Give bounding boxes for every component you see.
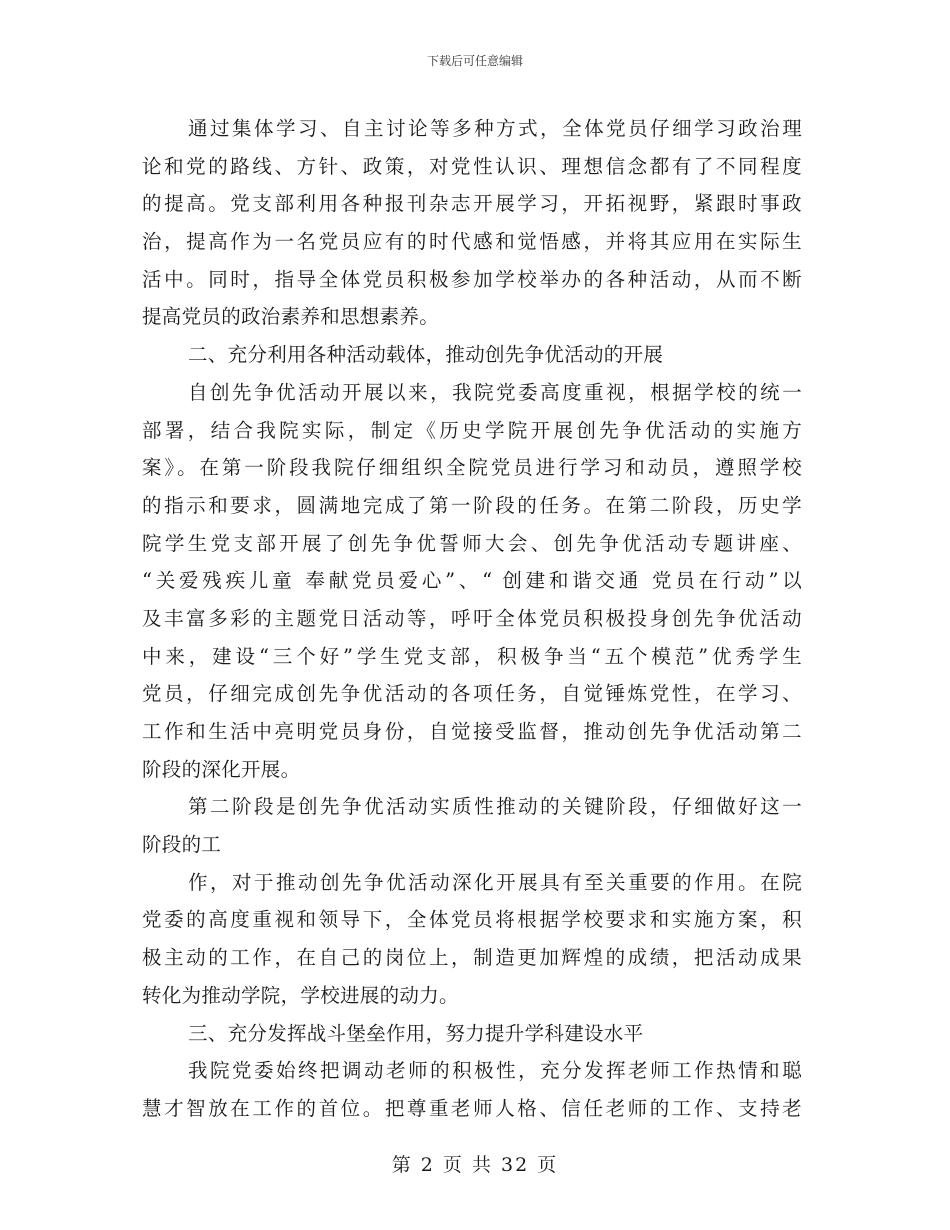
text-line: 慧才智放在工作的首位。把尊重老师人格、信任老师的工作、支持老	[142, 1096, 802, 1120]
text-line: 阶段的工	[142, 833, 222, 857]
text-line: 治，提高作为一名党员应有的时代感和觉悟感，并将其应用在实际生	[142, 230, 802, 254]
page-header: 下载后可任意编辑	[426, 54, 523, 68]
text-line: 中来，建设“三个好”学生党支部，积极争当“五个模范”优秀学生	[142, 644, 802, 668]
text-line: 作，对于推动创先争优活动深化开展具有至关重要的作用。在院	[188, 870, 802, 894]
text-line: 及丰富多彩的主题党日活动等，呼吁全体党员积极投身创先争优活动	[142, 606, 802, 630]
text-line: 第二阶段是创先争优活动实质性推动的关键阶段，仔细做好这一	[188, 795, 802, 819]
text-line: 转化为推动学院，学校进展的动力。	[142, 983, 459, 1007]
text-line: 的提高。党支部利用各种报刊杂志开展学习，开拓视野，紧跟时事政	[142, 192, 802, 216]
text-line: 论和党的路线、方针、政策，对党性认识、理想信念都有了不同程度	[142, 154, 802, 178]
text-line: 三、充分发挥战斗堡垒作用，努力提升学科建设水平	[188, 1021, 644, 1045]
text-line: 极主动的工作，在自己的岗位上，制造更加辉煌的成绩，把活动成果	[142, 946, 802, 970]
text-line: 提高党员的政治素养和思想素养。	[142, 305, 440, 329]
document-body	[142, 110, 802, 1128]
text-line: 党委的高度重视和领导下，全体党员将根据学校要求和实施方案，积	[142, 908, 802, 932]
text-line: 我院党委始终把调动老师的积极性，充分发挥老师工作热情和聪	[188, 1059, 802, 1083]
text-line: 阶段的深化开展。	[142, 757, 301, 781]
text-line: “关爱残疾儿童 奉献党员爱心”、“ 创建和谐交通 党员在行动”以	[142, 569, 802, 593]
text-line: 案》。在第一阶段我院仔细组织全院党员进行学习和动员，遵照学校	[142, 456, 802, 480]
text-line: 活中。同时，指导全体党员积极参加学校举办的各种活动，从而不断	[142, 267, 802, 291]
text-line: 的指示和要求，圆满地完成了第一阶段的任务。在第二阶段，历史学	[142, 493, 802, 517]
text-line: 二、充分利用各种活动载体，推动创先争优活动的开展	[188, 343, 664, 367]
text-line: 工作和生活中亮明党员身份，自觉接受监督，推动创先争优活动第二	[142, 720, 802, 743]
text-line: 通过集体学习、自主讨论等多种方式，全体党员仔细学习政治理	[188, 117, 802, 140]
page-number-footer: 第 2 页 共 32 页	[391, 1154, 559, 1176]
text-line: 院学生党支部开展了创先争优誓师大会、创先争优活动专题讲座、	[142, 531, 802, 555]
text-line: 部署，结合我院实际，制定《历史学院开展创先争优活动的实施方	[142, 418, 802, 442]
text-line: 自创先争优活动开展以来，我院党委高度重视，根据学校的统一	[188, 380, 802, 404]
text-line: 党员，仔细完成创先争优活动的各项任务，自觉锤炼党性，在学习、	[142, 682, 802, 706]
